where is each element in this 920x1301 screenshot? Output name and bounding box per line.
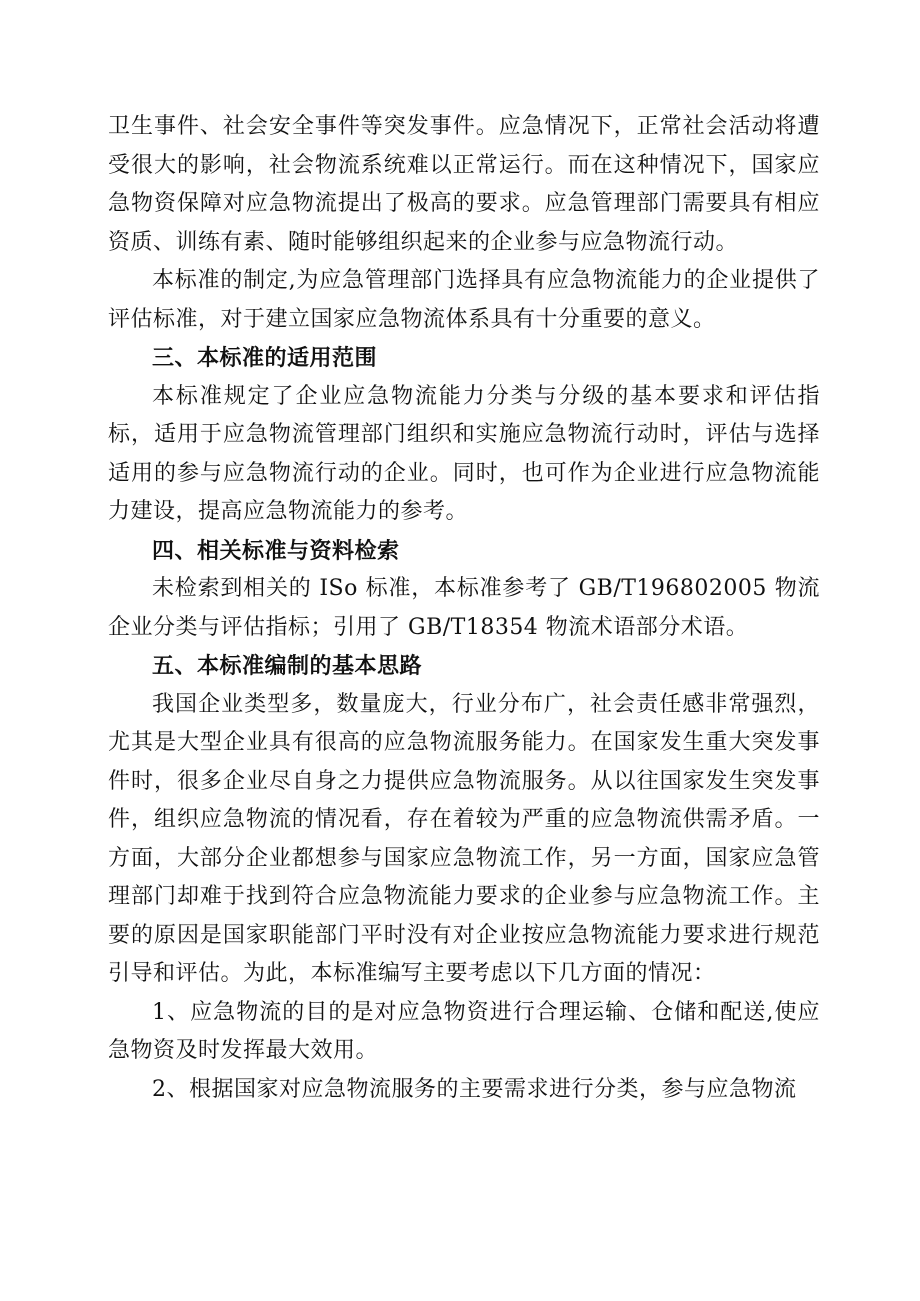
section-heading-references: 四、相关标准与资料检索: [152, 537, 400, 564]
paragraph-references: 未检索到相关的 ISo 标准，本标准参考了 GB/T196802005 物流企业分类与评估指标；引用了 GB/T18354 物流术语部分术语。: [108, 576, 820, 640]
paragraph-standard-significance: 本标准的制定,为应急管理部门选择具有应急物流能力的企业提供了评估标准，对于建立国家应急物流体系具有十分重要的意义。: [108, 268, 820, 332]
paragraph-approach: 我国企业类型多，数量庞大，行业分布广，社会责任感非常强烈，尤其是大型企业具有很高的应急物流服务能力。在国家发生重大突发事件时，很多企业尽自身之力提供应急物流服务。从以往国家发生突发事件，组织应急物流的情况看，存在着较为严重的应急物流供需矛盾。一方面，大部分企业都想参与国家应急物流工作，另一方面，国家应急管理部门却难于找到符合应急物流能力要求的企业参与应急物流工作。主要的原因是国家职能部门平时没有对企业按应急物流能力要求进行规范引导和评估。为此，本标准编写主要考虑以下几方面的情况：: [108, 691, 820, 986]
document-body: [108, 108, 820, 1109]
section-heading-approach: 五、本标准编制的基本思路: [152, 653, 423, 679]
section-heading-scope: 三、本标准的适用范围: [152, 345, 378, 371]
paragraph-item-2: 2、根据国家对应急物流服务的主要需求进行分类，参与应急物流: [152, 1076, 797, 1102]
paragraph-scope: 本标准规定了企业应急物流能力分类与分级的基本要求和评估指标，适用于应急物流管理部门组织和实施应急物流行动时，评估与选择适用的参与应急物流行动的企业。同时，也可作为企业进行应急物流能力建设，提高应急物流能力的参考。: [108, 383, 820, 524]
paragraph-item-1: 1、应急物流的目的是对应急物资进行合理运输、仓储和配送,使应急物资及时发挥最大效用。: [108, 999, 820, 1063]
paragraph-emergency-context: 卫生事件、社会安全事件等突发事件。应急情况下，正常社会活动将遭受很大的影响，社会物流系统难以正常运行。而在这种情况下，国家应急物资保障对应急物流提出了极高的要求。应急管理部门需要具有相应资质、训练有素、随时能够组织起来的企业参与应急物流行动。: [108, 114, 820, 255]
